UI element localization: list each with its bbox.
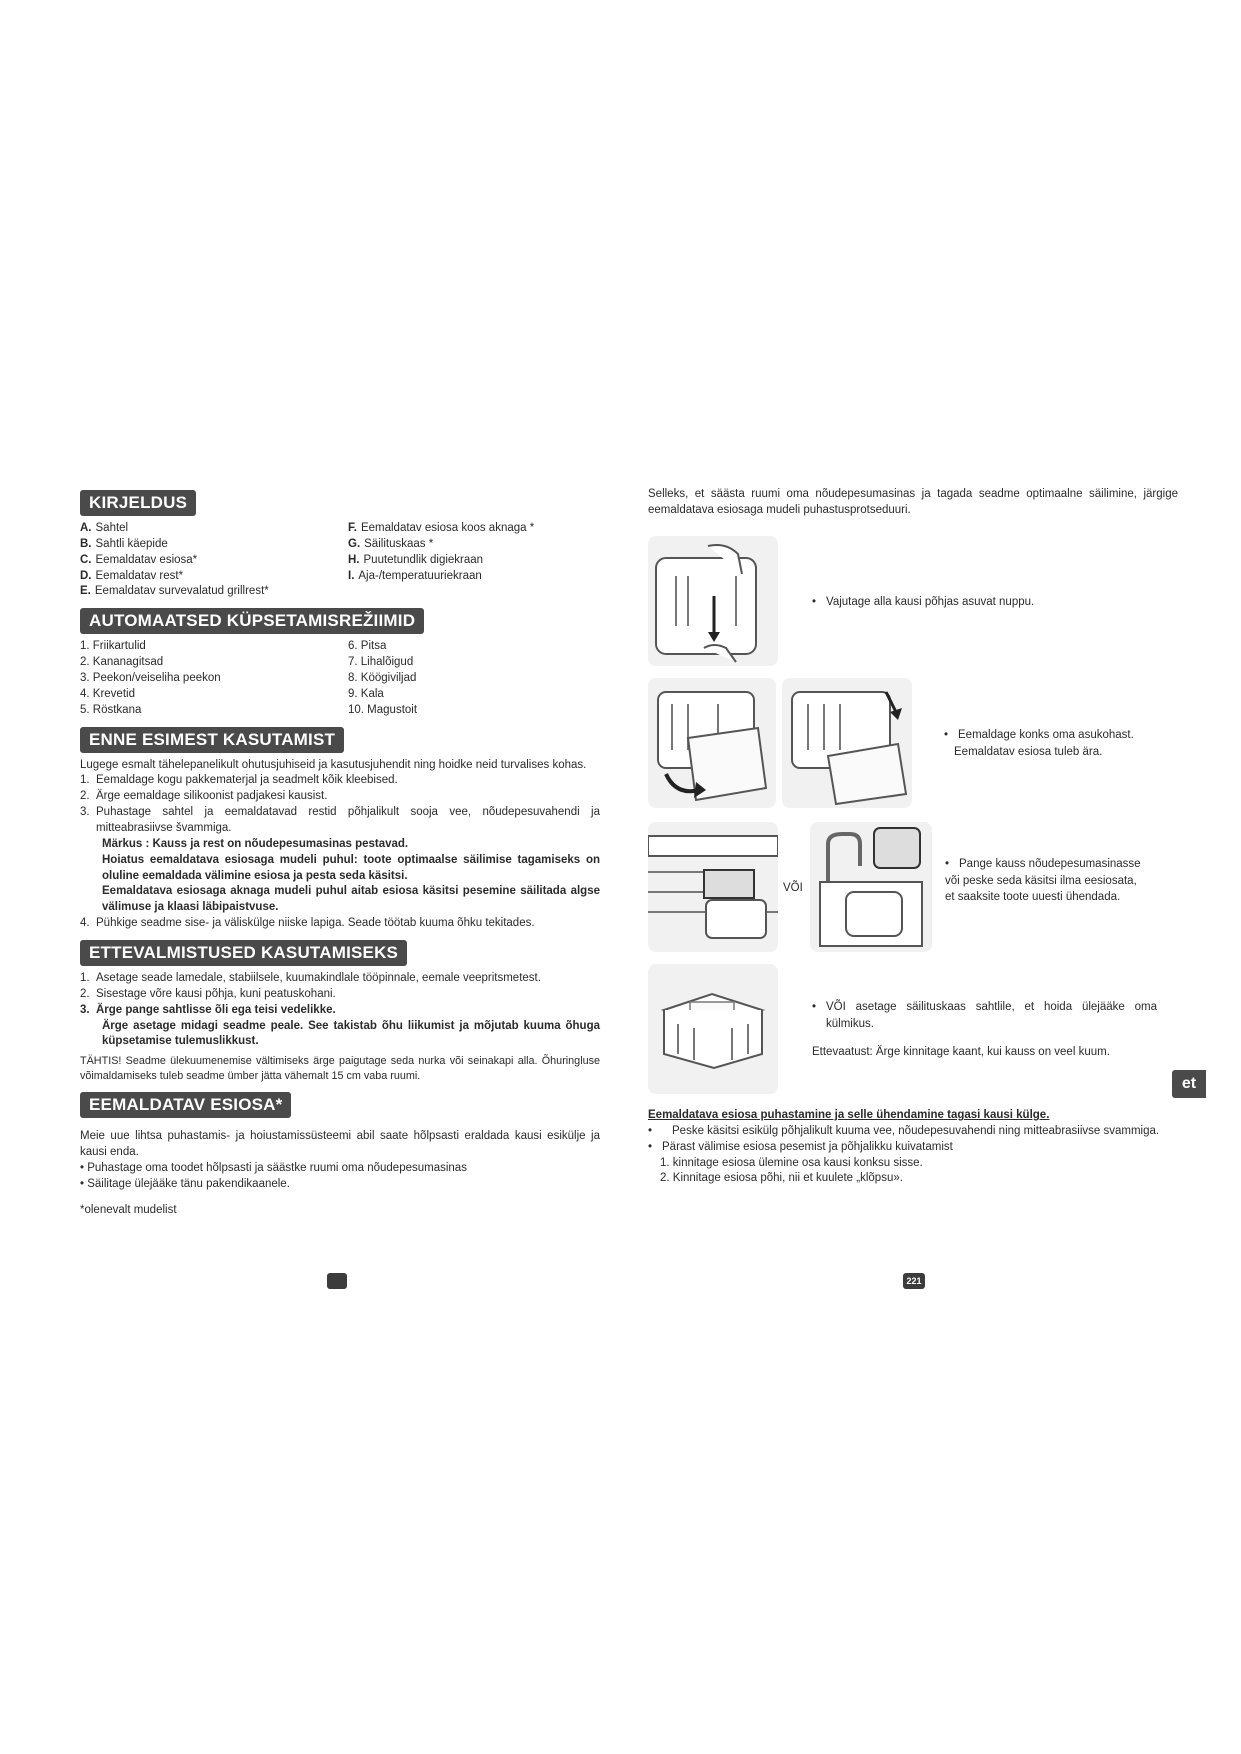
section-ettevalmistus — [80, 940, 600, 1084]
page-marker-left — [327, 1273, 347, 1289]
part-i: I. Aja-/temperatuuriekraan — [348, 569, 482, 582]
step2-caption: • Eemaldage konks oma asukohast. Eemaldatav esiosa tuleb ära. — [944, 729, 1134, 758]
footnote: *olenevalt mudelist — [80, 1203, 177, 1216]
part-h: H. Puutetundlik digiekraan — [348, 553, 484, 566]
illustration-press-button — [648, 536, 778, 666]
illustration-remove-front-b — [782, 678, 912, 808]
mode-item: 9. Kala — [348, 687, 384, 700]
or-label: VÕI — [783, 882, 803, 894]
illustration-dishwasher — [648, 822, 778, 952]
enne-item-3: 3. Puhastage sahtel ja eemaldatavad restid põhjalikult sooja vee, nõudepesuvahendi ja mitteabrasiivse švammiga. — [80, 806, 600, 835]
reattach-section — [648, 1108, 1178, 1187]
section-modes — [80, 608, 600, 718]
basket-front-remove-icon — [648, 678, 776, 808]
illustration-storage-lid — [648, 964, 778, 1094]
section-esiosa — [80, 1092, 600, 1218]
part-g: G. Säilituskaas * — [348, 537, 434, 550]
basket-hook-icon — [782, 678, 912, 808]
sink-icon — [810, 822, 932, 952]
reattach-step-1: 1. kinnitage esiosa ülemine osa kausi konksu sisse. — [660, 1156, 923, 1169]
heading-esiosa: EEMALDATAV ESIOSA* — [80, 1092, 291, 1118]
heading-modes: AUTOMAATSED KÜPSETAMISREŽIIMID — [80, 608, 424, 634]
storage-lid-icon — [648, 964, 778, 1094]
step4-caption: • VÕI asetage säilituskaas sahtlile, et hoida ülejääke oma külmikus. Ettevaatust: Ärge kinnitage kaant, kui kauss on veel kuum. — [812, 999, 1157, 1061]
enne-note-dishwasher: Märkus : Kauss ja rest on nõudepesumasinas pestavad. — [102, 837, 409, 850]
mode-item: 6. Pitsa — [348, 640, 387, 653]
part-b: B. Sahtli käepide — [80, 537, 168, 550]
dishwasher-icon — [648, 822, 778, 952]
language-tab: et — [1172, 1070, 1206, 1098]
esiosa-intro: Meie uue lihtsa puhastamis- ja hoiustamissüsteemi abil saate hõlpsasti eraldada kausi esikülje ja kausi enda. — [80, 1130, 600, 1158]
modes-list — [80, 639, 600, 718]
ette-warning: Ärge asetage midagi seadme peale. See takistab õhu liikumist ja mõjutab kuuma õhuga küpsetamise tulemuslikkust. — [102, 1019, 600, 1048]
right-intro: Selleks, et säästa ruumi oma nõudepesumasinas ja tagada seadme optimaalne säilimine, järgige eemaldatava esiosaga mudeli puhastusprotseduuri. — [648, 488, 1178, 516]
esiosa-bullet: • Puhastage oma toodet hõlpsasti ja säästke ruumi oma nõudepesumasinas — [80, 1161, 467, 1174]
mode-item: 5. Röstkana — [80, 703, 142, 716]
mode-item: 1. Friikartulid — [80, 640, 146, 653]
reattach-title: Eemaldatava esiosa puhastamine ja selle ühendamine tagasi kausi külge. — [648, 1109, 1050, 1121]
reattach-step-2: 2. Kinnitage esiosa põhi, nii et kuulete „klõpsu». — [660, 1172, 903, 1185]
page-number: 221 — [903, 1273, 925, 1289]
basket-press-icon — [648, 536, 778, 666]
part-a: A. Sahtel — [80, 522, 129, 534]
step1-caption: • Vajutage alla kausi põhjas asuvat nuppu. — [812, 596, 1035, 608]
ette-item-2: 2. Sisestage võre kausi põhja, kuni peatuskohani. — [80, 987, 336, 1000]
part-f: F. Eemaldatav esiosa koos aknaga * — [348, 522, 535, 534]
mode-item: 7. Lihalõigud — [348, 656, 414, 669]
left-column — [80, 490, 600, 1226]
lid-warning: Ettevaatust: Ärge kinnitage kaant, kui kauss on veel kuum. — [812, 1046, 1110, 1059]
ette-item-3: 3. Ärge pange sahtlisse õli ega teisi vedelikke. — [80, 1003, 336, 1016]
enne-item-4: 4. Pühkige seadme sise- ja väliskülge niiske lapiga. Seade töötab kuuma õhku tekitades. — [80, 917, 535, 930]
enne-item-2: 2. Ärge eemaldage silikoonist padjakesi kausist. — [80, 790, 328, 803]
step3-caption: • Pange kauss nõudepesumasinasse või peske seda käsitsi ilma eesiosata, et saaksite toote uuesti ühendada. — [945, 858, 1141, 904]
ette-item-1: 1. Asetage seade lamedale, stabiilsele, kuumakindlale tööpinnale, eemale veepritsmetest. — [80, 972, 541, 985]
mode-item: 2. Kananagitsad — [80, 656, 164, 669]
parts-list — [80, 521, 600, 600]
heading-ettevalmistus: ETTEVALMISTUSED KASUTAMISEKS — [80, 940, 407, 966]
part-d: D. Eemaldatav rest* — [80, 569, 184, 582]
heading-enne: ENNE ESIMEST KASUTAMIST — [80, 727, 344, 753]
mode-item: 8. Köögiviljad — [348, 672, 417, 685]
mode-item: 10. Magustoit — [348, 703, 418, 716]
ette-tahtis: TÄHTIS! Seadme ülekuumenemise vältimiseks ärge paigutage seda nurka või seinakapi alla. Õhuringluse võimaldamiseks tuleb seadme ümber jätta vähemalt 15 cm vaba ruumi. — [80, 1055, 600, 1083]
illustration-sink — [810, 822, 932, 952]
enne-intro: Lugege esmalt tähelepanelikult ohutusjuhiseid ja kasutusjuhendit ning hoidke neid turvalises kohas. — [80, 758, 587, 771]
heading-kirjeldus: KIRJELDUS — [80, 490, 196, 516]
reattach-bullet-1: • Peske käsitsi esikülg põhjalikult kuuma vee, nõudepesuvahendi ning mitteabrasiivse svammiga. — [648, 1124, 1160, 1137]
enne-item-1: 1. Eemaldage kogu pakkematerjal ja seadmelt kõik kleebised. — [80, 774, 398, 787]
enne-warning-front: Hoiatus eemaldatava esiosaga mudeli puhul: toote optimaalse säilimise tagamiseks on oluline eemaldada välimine esiosa ja pesta seda käsitsi. — [102, 853, 600, 882]
illustration-remove-front-a — [648, 678, 776, 808]
reattach-bullet-2: • Pärast välimise esiosa pesemist ja põhjalikku kuivatamist — [648, 1140, 953, 1153]
part-c: C. Eemaldatav esiosa* — [80, 553, 198, 566]
section-enne — [80, 727, 600, 932]
mode-item: 3. Peekon/veiseliha peekon — [80, 672, 221, 685]
part-e: E. Eemaldatav survevalatud grillrest* — [80, 585, 269, 598]
enne-note-window: Eemaldatava esiosaga aknaga mudeli puhul aitab esiosa käsitsi pesemine säilitada algse välimuse ja klaasi läbipaistvuse. — [102, 885, 600, 914]
mode-item: 4. Krevetid — [80, 687, 135, 700]
esiosa-bullet: • Säilitage ülejääke tänu pakendikaanele. — [80, 1177, 290, 1190]
section-kirjeldus — [80, 490, 600, 600]
